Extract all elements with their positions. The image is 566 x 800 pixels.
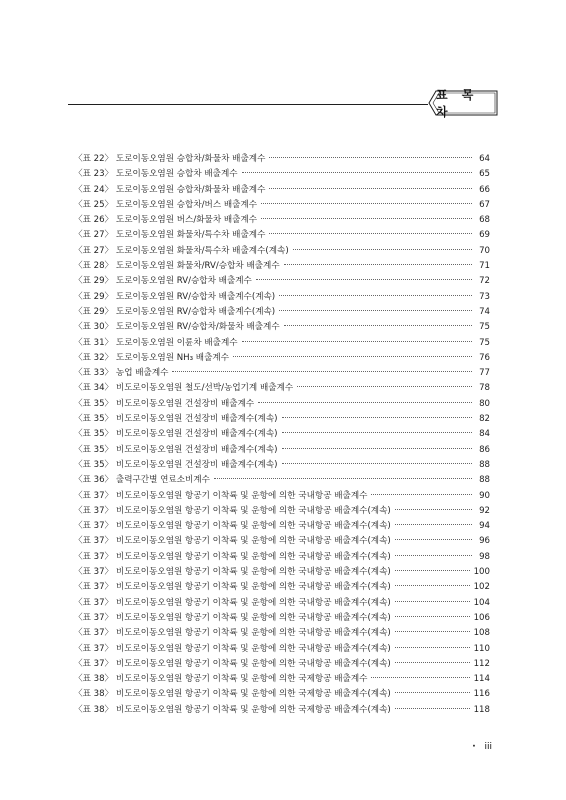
toc-entry-label: 〈표 37〉 비도로이동오염원 항공기 이착륙 및 운항에 의한 국내항공 배출계수(계속) xyxy=(74,551,391,562)
toc-entry-label: 〈표 29〉 도로이동오염원 RV/승합차 배출계수(계속) xyxy=(74,306,276,317)
toc-entry-label: 〈표 37〉 비도로이동오염원 항공기 이착륙 및 운항에 의한 국내항공 배출계수(계속) xyxy=(74,597,391,608)
toc-leader-dots xyxy=(282,448,473,449)
toc-entry-page: 72 xyxy=(479,276,490,287)
toc-entry[interactable] xyxy=(74,550,490,565)
toc-entry-label: 〈표 37〉 비도로이동오염원 항공기 이착륙 및 운항에 의한 국내항공 배출계수(계속) xyxy=(74,521,391,532)
toc-leader-dots xyxy=(371,677,469,678)
toc-entry-page: 74 xyxy=(479,306,490,317)
toc-entry-label: 〈표 37〉 비도로이동오염원 항공기 이착륙 및 운항에 의한 국내항공 배출계수(계속) xyxy=(74,628,391,639)
toc-entry-page: 71 xyxy=(479,261,490,272)
toc-leader-dots xyxy=(242,172,472,173)
toc-leader-dots xyxy=(172,371,472,372)
toc-entry-label: 〈표 38〉 비도로이동오염원 항공기 이착륙 및 운항에 의한 국제항공 배출계수(계속) xyxy=(74,689,391,700)
toc-entry-label: 〈표 25〉 도로이동오염원 승합차/버스 배출계수 xyxy=(74,199,258,210)
page-title: 표 목 차 xyxy=(436,88,479,119)
toc-entry[interactable] xyxy=(74,427,490,442)
toc-entry-label: 〈표 34〉 비도로이동오염원 철도/선박/농업기계 배출계수 xyxy=(74,383,294,394)
toc-entry-page: 104 xyxy=(473,597,490,608)
toc-entry-page: 67 xyxy=(479,199,490,210)
toc-entry[interactable] xyxy=(74,381,490,396)
toc-entry-page: 68 xyxy=(479,215,490,226)
toc-entry-page: 73 xyxy=(479,291,490,302)
toc-entry-page: 102 xyxy=(473,582,490,593)
toc-leader-dots xyxy=(233,356,472,357)
toc-entry[interactable] xyxy=(74,183,490,198)
toc-entry-page: 88 xyxy=(479,475,490,486)
toc-leader-dots xyxy=(269,188,472,189)
toc-entry-page: 66 xyxy=(479,184,490,195)
toc-leader-dots xyxy=(395,616,470,617)
toc-entry-page: 90 xyxy=(479,490,490,501)
toc-leader-dots xyxy=(261,218,472,219)
toc-leader-dots xyxy=(395,524,472,525)
toc-leader-dots xyxy=(242,341,472,342)
toc-leader-dots xyxy=(395,631,470,632)
toc-entry[interactable] xyxy=(74,458,490,473)
toc-entry-label: 〈표 37〉 비도로이동오염원 항공기 이착륙 및 운항에 의한 국내항공 배출계수(계속) xyxy=(74,612,391,623)
toc-entry-page: 80 xyxy=(479,398,490,409)
toc-entry[interactable] xyxy=(74,687,490,702)
toc-entry[interactable] xyxy=(74,642,490,657)
toc-entry[interactable] xyxy=(74,320,490,335)
toc-entry[interactable] xyxy=(74,152,490,167)
toc-entry[interactable] xyxy=(74,672,490,687)
toc-entry-page: 118 xyxy=(473,704,490,715)
toc-leader-dots xyxy=(395,539,472,540)
toc-leader-dots xyxy=(395,662,470,663)
toc-leader-dots xyxy=(395,601,470,602)
toc-entry-page: 75 xyxy=(479,322,490,333)
toc-entry[interactable] xyxy=(74,305,490,320)
toc-entry-page: 108 xyxy=(473,628,490,639)
toc-entry-page: 64 xyxy=(479,154,490,164)
toc-entry-label: 〈표 38〉 비도로이동오염원 항공기 이착륙 및 운항에 의한 국제항공 배출계수 xyxy=(74,674,368,685)
toc-entry[interactable] xyxy=(74,290,490,305)
toc-entry-label: 〈표 33〉 농업 배출계수 xyxy=(74,368,169,379)
toc-entry[interactable] xyxy=(74,336,490,351)
toc-entry-page: 112 xyxy=(473,658,490,669)
toc-entry-label: 〈표 36〉 출력구간별 연료소비계수 xyxy=(74,475,210,486)
toc-entry[interactable] xyxy=(74,274,490,289)
toc-entry-page: 65 xyxy=(479,169,490,180)
toc-entry[interactable] xyxy=(74,534,490,549)
toc-entry-page: 96 xyxy=(479,536,490,547)
toc-leader-dots xyxy=(297,386,472,387)
table-of-contents xyxy=(74,152,490,718)
toc-entry[interactable] xyxy=(74,397,490,412)
toc-entry[interactable] xyxy=(74,443,490,458)
toc-entry-page: 84 xyxy=(479,429,490,440)
toc-entry-label: 〈표 28〉 도로이동오염원 화물차/RV/승합차 배출계수 xyxy=(74,261,280,272)
toc-leader-dots xyxy=(256,279,472,280)
toc-leader-dots xyxy=(269,157,472,158)
toc-leader-dots xyxy=(395,555,472,556)
toc-entry-label: 〈표 37〉 비도로이동오염원 항공기 이착륙 및 운항에 의한 국내항공 배출계수(계속) xyxy=(74,505,391,516)
toc-entry-label: 〈표 37〉 비도로이동오염원 항공기 이착륙 및 운항에 의한 국내항공 배출계수 xyxy=(74,490,368,501)
toc-leader-dots xyxy=(284,264,472,265)
toc-entry[interactable] xyxy=(74,489,490,504)
toc-entry[interactable] xyxy=(74,596,490,611)
toc-entry-label: 〈표 38〉 비도로이동오염원 항공기 이착륙 및 운항에 의한 국제항공 배출계수(계속) xyxy=(74,704,391,715)
toc-entry-label: 〈표 27〉 도로이동오염원 화물차/특수차 배출계수 xyxy=(74,230,266,241)
header-tab xyxy=(428,88,498,119)
toc-entry[interactable] xyxy=(74,657,490,672)
toc-entry-label: 〈표 35〉 비도로이동오염원 건설장비 배출계수(계속) xyxy=(74,444,278,455)
page-footer xyxy=(472,742,492,752)
toc-entry[interactable] xyxy=(74,198,490,213)
toc-leader-dots xyxy=(279,295,472,296)
toc-entry-page: 77 xyxy=(479,368,490,379)
toc-entry-label: 〈표 35〉 비도로이동오염원 건설장비 배출계수 xyxy=(74,398,255,409)
toc-entry[interactable] xyxy=(74,565,490,580)
toc-leader-dots xyxy=(282,463,473,464)
toc-entry[interactable] xyxy=(74,351,490,366)
toc-entry-page: 114 xyxy=(473,674,490,685)
toc-entry-page: 94 xyxy=(479,521,490,532)
toc-leader-dots xyxy=(279,310,472,311)
toc-entry-page: 75 xyxy=(479,337,490,348)
toc-entry-page: 110 xyxy=(473,643,490,654)
footer-bullet: · xyxy=(472,742,476,752)
toc-entry-label: 〈표 37〉 비도로이동오염원 항공기 이착륙 및 운항에 의한 국내항공 배출계수(계속) xyxy=(74,567,391,578)
page-number: iii xyxy=(484,742,492,752)
toc-leader-dots xyxy=(282,417,473,418)
toc-entry[interactable] xyxy=(74,626,490,641)
toc-entry-label: 〈표 31〉 도로이동오염원 이륜차 배출계수 xyxy=(74,337,238,348)
toc-entry[interactable] xyxy=(74,412,490,427)
toc-entry[interactable] xyxy=(74,611,490,626)
toc-entry-label: 〈표 29〉 도로이동오염원 RV/승합차 배출계수(계속) xyxy=(74,291,276,302)
toc-entry-label: 〈표 29〉 도로이동오염원 RV/승합차 배출계수 xyxy=(74,276,252,287)
toc-entry-label: 〈표 30〉 도로이동오염원 RV/승합차/화물차 배출계수 xyxy=(74,322,280,333)
toc-entry-label: 〈표 27〉 도로이동오염원 화물차/특수차 배출계수(계속) xyxy=(74,245,289,256)
toc-entry-label: 〈표 26〉 도로이동오염원 버스/화물차 배출계수 xyxy=(74,215,258,226)
toc-entry[interactable] xyxy=(74,213,490,228)
toc-leader-dots xyxy=(282,432,473,433)
toc-entry[interactable] xyxy=(74,244,490,259)
toc-entry[interactable] xyxy=(74,519,490,534)
toc-entry-label: 〈표 23〉 도로이동오염원 승합차 배출계수 xyxy=(74,169,238,180)
toc-entry-label: 〈표 35〉 비도로이동오염원 건설장비 배출계수(계속) xyxy=(74,459,278,470)
section-header xyxy=(0,88,566,120)
toc-entry-page: 69 xyxy=(479,230,490,241)
toc-entry-page: 92 xyxy=(479,505,490,516)
toc-entry-page: 86 xyxy=(479,444,490,455)
toc-entry-label: 〈표 37〉 비도로이동오염원 항공기 이착륙 및 운항에 의한 국내항공 배출계수(계속) xyxy=(74,658,391,669)
toc-entry[interactable] xyxy=(74,167,490,182)
toc-entry-page: 106 xyxy=(473,612,490,623)
toc-leader-dots xyxy=(395,708,470,709)
toc-entry-label: 〈표 37〉 비도로이동오염원 항공기 이착륙 및 운항에 의한 국내항공 배출계수(계속) xyxy=(74,582,391,593)
toc-entry-page: 116 xyxy=(473,689,490,700)
toc-entry-page: 88 xyxy=(479,459,490,470)
toc-leader-dots xyxy=(269,233,472,234)
toc-leader-dots xyxy=(293,249,472,250)
toc-leader-dots xyxy=(395,585,470,586)
toc-entry-label: 〈표 37〉 비도로이동오염원 항공기 이착륙 및 운항에 의한 국내항공 배출계수(계속) xyxy=(74,643,391,654)
toc-entry-label: 〈표 22〉 도로이동오염원 승합차/화물차 배출계수 xyxy=(74,154,266,164)
toc-leader-dots xyxy=(395,570,470,571)
toc-entry-page: 100 xyxy=(473,567,490,578)
toc-entry-label: 〈표 35〉 비도로이동오염원 건설장비 배출계수(계속) xyxy=(74,429,278,440)
toc-entry[interactable] xyxy=(74,259,490,274)
toc-leader-dots xyxy=(261,203,472,204)
toc-entry[interactable] xyxy=(74,473,490,488)
toc-entry[interactable] xyxy=(74,228,490,243)
toc-entry-page: 70 xyxy=(479,245,490,256)
toc-leader-dots xyxy=(371,494,472,495)
toc-leader-dots xyxy=(214,478,472,479)
toc-entry[interactable] xyxy=(74,366,490,381)
toc-entry[interactable] xyxy=(74,703,490,718)
toc-leader-dots xyxy=(258,402,472,403)
toc-entry-label: 〈표 35〉 비도로이동오염원 건설장비 배출계수(계속) xyxy=(74,414,278,425)
toc-entry-page: 78 xyxy=(479,383,490,394)
toc-leader-dots xyxy=(395,647,470,648)
toc-entry-label: 〈표 37〉 비도로이동오염원 항공기 이착륙 및 운항에 의한 국내항공 배출계수(계속) xyxy=(74,536,391,547)
toc-entry-page: 98 xyxy=(479,551,490,562)
toc-entry-label: 〈표 24〉 도로이동오염원 승합차/화물차 배출계수 xyxy=(74,184,266,195)
toc-entry[interactable] xyxy=(74,504,490,519)
toc-entry-page: 82 xyxy=(479,414,490,425)
toc-entry-page: 76 xyxy=(479,352,490,363)
toc-entry-label: 〈표 32〉 도로이동오염원 NH₃ 배출계수 xyxy=(74,352,230,363)
toc-leader-dots xyxy=(395,509,472,510)
toc-leader-dots xyxy=(284,325,472,326)
toc-entry[interactable] xyxy=(74,580,490,595)
toc-leader-dots xyxy=(395,692,470,693)
